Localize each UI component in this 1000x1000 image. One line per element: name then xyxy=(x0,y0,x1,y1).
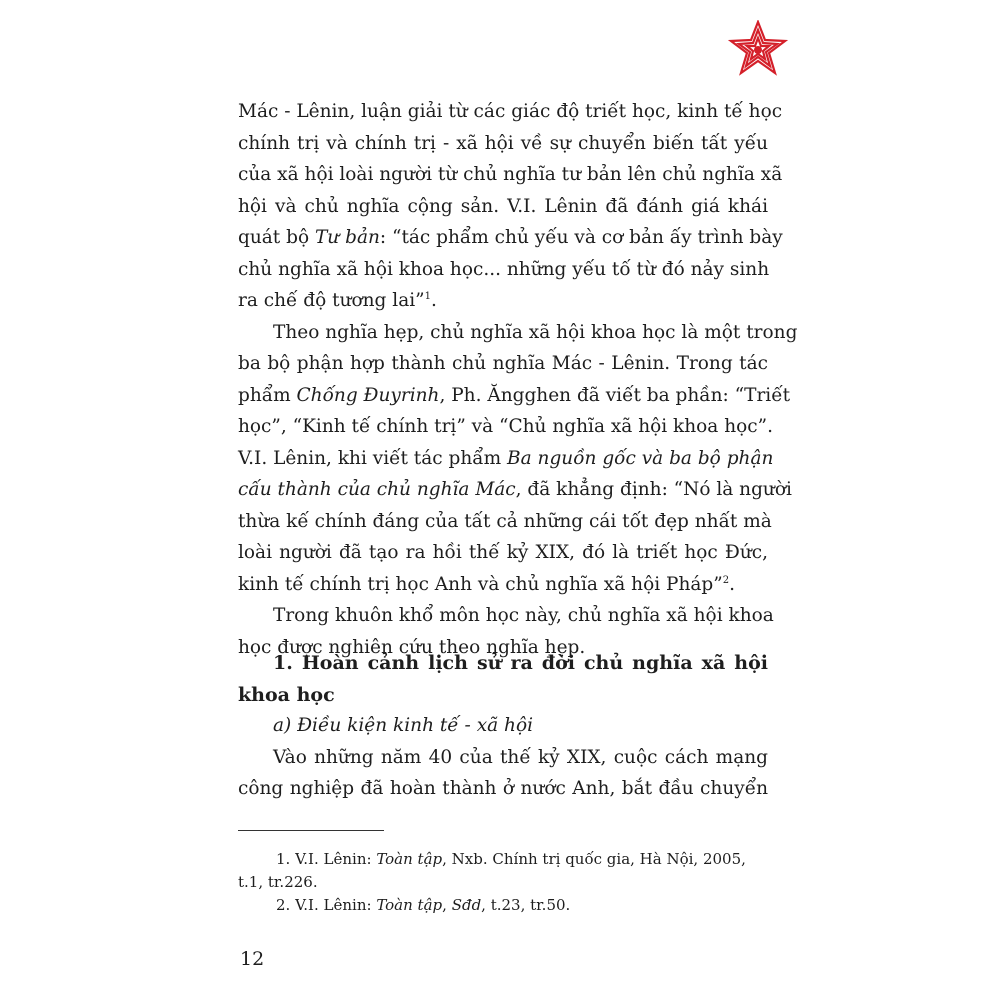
paragraph-3: Trong khuôn khổ môn học này, chủ nghĩa xã hội khoa học được nghiên cứu theo nghĩa hẹp. xyxy=(238,605,774,658)
footnote-2: 2. V.I. Lênin: Toàn tập, Sđd, t.23, tr.50. xyxy=(276,896,571,914)
paragraph-1: Mác - Lênin, luận giải từ các giác độ triết học, kinh tế học chính trị và chính trị - xã hội về sự chuyển biến tất yếu của xã hội loài người từ chủ nghĩa tư bản lên chủ nghĩa xã hội và chủ nghĩa cộng sản. V.I. Lênin đã đánh giá khái quát bộ Tư bản: “tác phẩm chủ yếu và cơ bản ấy trình bày chủ nghĩa xã hội khoa học... những yếu tố từ đó nảy sinh ra chế độ tương lai”$^1$. xyxy=(238,101,783,311)
footnote-ref-1: 1 xyxy=(424,290,431,302)
paragraph-2: Theo nghĩa hẹp, chủ nghĩa xã hội khoa học là một trong ba bộ phận hợp thành chủ nghĩa Mác - Lênin. Trong tác phẩm Chống Đuyrinh, Ph. Ăngghen đã viết ba phần: “Triết học”, “Kinh tế chính trị” và “Chủ nghĩa xã hội khoa học”. V.I. Lênin, khi viết tác phẩm Ba nguồn gốc và ba bộ phận cấu thành của chủ nghĩa Mác, đã khẳng định: “Nó là người thừa kế chính đáng của tất cả những cái tốt đẹp nhất mà loài người đã tạo ra hồi thế kỷ XIX, đó là triết học Đức, kinh tế chính trị học Anh và chủ nghĩa xã hội Pháp”$^2$. xyxy=(238,321,798,595)
subheading: a) Điều kiện kinh tế - xã hội xyxy=(273,715,534,736)
footnote-ref-2: 2 xyxy=(722,574,730,586)
page-number: 12 xyxy=(240,948,265,970)
footnotes: 1. V.I. Lênin: Toàn tập, Nxb. Chính trị quốc gia, Hà Nội, 2005, t.1, tr.226. 2. V.I. Lênin: Toàn tập, Sđd, t.23, tr.50. xyxy=(238,848,768,917)
star-logo-icon xyxy=(728,20,788,80)
footnote-divider xyxy=(238,830,384,831)
footnote-1: 1. V.I. Lênin: Toàn tập, Nxb. Chính trị quốc gia, Hà Nội, 2005, xyxy=(276,850,746,868)
body-text xyxy=(238,96,798,663)
section-heading: 1. Hoàn cảnh lịch sử ra đời chủ nghĩa xã hội khoa học xyxy=(238,652,768,706)
subsection: a) Điều kiện kinh tế - xã hội Vào những năm 40 của thế kỷ XIX, cuộc cách mạng công nghiệp đã hoàn thành ở nước Anh, bắt đầu chuyển xyxy=(238,710,768,805)
